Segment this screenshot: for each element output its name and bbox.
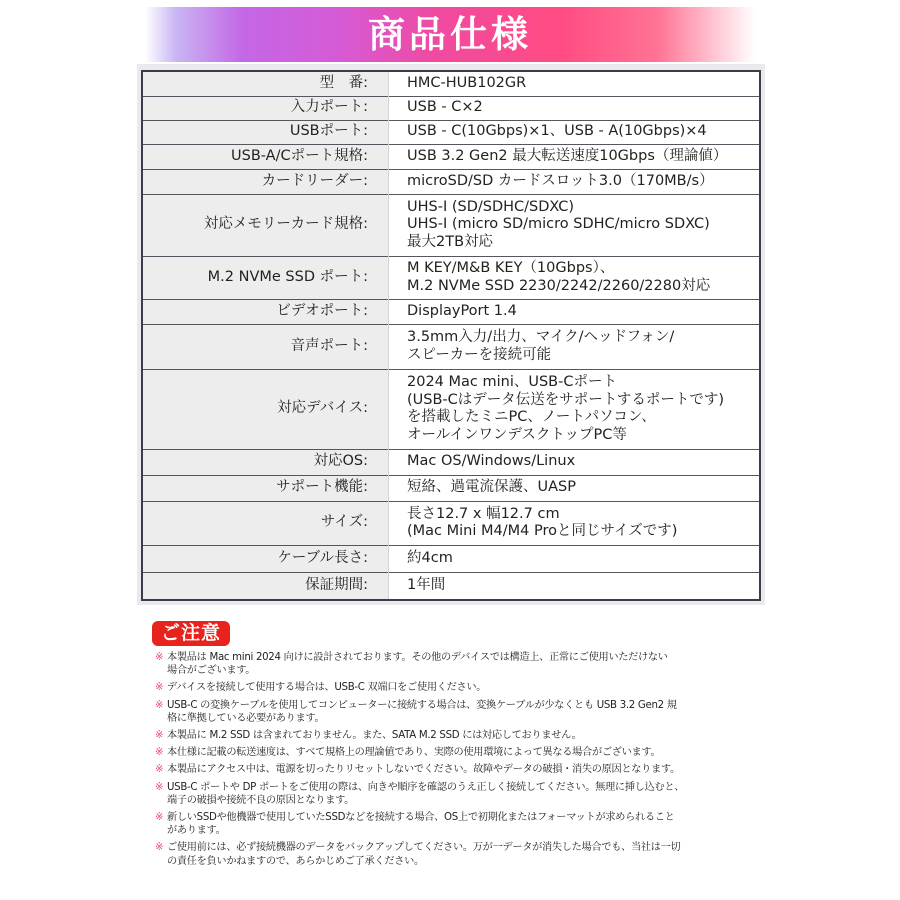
spec-row [142,194,760,256]
spec-label: ケーブル長さ: [142,545,389,572]
note-mark-icon: ※ [155,842,164,854]
spec-row [142,501,760,545]
spec-value [389,324,761,369]
note-item [155,746,755,759]
spec-value-line: (USB-Cはデータ伝送をサポートするポートです) [407,391,724,408]
spec-value [389,120,761,144]
spec-value-line: USB - C×2 [407,99,483,116]
note-mark-icon: ※ [155,652,164,663]
note-mark-icon: ※ [155,781,164,793]
spec-value [389,501,761,545]
spec-value [389,475,761,501]
spec-label: 対応メモリーカード規格: [142,194,389,256]
spec-table [141,70,761,601]
spec-label: 対応OS: [142,449,389,475]
spec-value-line: UHS-I (micro SD/micro SDHC/micro SDXC) [407,216,710,233]
spec-value-line: UHS-I (SD/SDHC/SDXC) [407,198,575,215]
note-mark-icon: ※ [155,730,164,742]
spec-value-line: M KEY/M&B KEY（10Gbps）、 [407,260,615,276]
note-item [155,699,755,725]
spec-value-line: 長さ12.7 x 幅12.7 cm [407,505,560,522]
note-item [155,811,755,837]
spec-value-line: USB - C(10Gbps)×1、USB - A(10Gbps)×4 [407,123,707,140]
spec-value-line: 約4cm [407,549,453,566]
spec-value [389,256,761,299]
spec-label: カードリーダー: [142,169,389,194]
note-item [155,781,755,807]
spec-value [389,169,761,194]
spec-label: M.2 NVMe SSD ポート: [142,256,389,299]
spec-value [389,545,761,572]
spec-row [142,475,760,501]
spec-value-line: DisplayPort 1.4 [407,302,517,319]
note-item [155,651,755,677]
banner-title: 商品仕様 [368,13,532,56]
spec-value-line: Mac OS/Windows/Linux [407,453,576,470]
note-mark-icon: ※ [155,812,164,824]
spec-label: 入力ポート: [142,96,389,120]
spec-value-line: 短絡、過電流保護、UASP [407,479,576,496]
spec-value-line: オールインワンデスクトップPC等 [407,426,627,443]
spec-row [142,169,760,194]
spec-value-line: (Mac Mini M4/M4 Proと同じサイズです) [407,523,678,539]
spec-label: サイズ: [142,501,389,545]
spec-value [389,299,761,324]
spec-value-line: 3.5mm入力/出力、マイク/ヘッドフォン/ [407,329,675,345]
note-text: 本製品に M.2 SSD は含まれておりません。また、SATA M.2 SSD には対応しておりません。 [167,730,582,742]
spec-value-line: USB 3.2 Gen2 最大転送速度10Gbps（理論値） [407,147,728,164]
note-text: 新しいSSDや他機器で使用していたSSDなどを接続する場合、OS上で初期化またはフォーマットが求められること があります。 [167,812,675,837]
spec-value-line: 2024 Mac mini、USB-Cポート [407,374,617,390]
spec-value [389,449,761,475]
spec-row [142,96,760,120]
spec-row [142,324,760,369]
spec-row [142,572,760,600]
note-item [155,681,755,694]
note-text: 本製品は Mac mini 2024 向けに設計されております。その他のデバイスでは構造上、正常にご使用いただけない 場合がございます。 [167,652,668,677]
spec-value [389,144,761,169]
spec-row [142,71,760,96]
spec-value-line: 1年間 [407,577,446,593]
spec-value-line: スピーカーを接続可能 [407,346,552,363]
spec-label: USBポート: [142,120,389,144]
note-text: 本仕様に記載の転送速度は、すべて規格上の理論値であり、実際の使用環境によって異なる場合がございます。 [167,747,661,759]
spec-value-line: HMC-HUB102GR [407,75,527,91]
spec-value-line: M.2 NVMe SSD 2230/2242/2260/2280対応 [407,277,711,294]
spec-value [389,96,761,120]
note-item [155,763,755,776]
notes-badge: ご注意 [152,621,230,646]
spec-value [389,194,761,256]
spec-row [142,256,760,299]
spec-label: 型 番: [142,71,389,96]
spec-row [142,120,760,144]
note-text: USB-C の変換ケーブルを使用してコンピューターに接続する場合は、変換ケーブルが少なくとも USB 3.2 Gen2 規 格に準拠している必要があります。 [167,699,677,724]
spec-row [142,299,760,324]
spec-label: 保証期間: [142,572,389,600]
note-item [155,841,755,867]
spec-value [389,572,761,600]
spec-label: 音声ポート: [142,324,389,369]
spec-row [142,369,760,449]
spec-banner [145,7,755,62]
note-text: ご使用前には、必ず接続機器のデータをバックアップしてください。万が一データが消失した場合でも、当社は一切 の責任を負いかねますので、あらかじめご了承ください。 [167,842,681,867]
note-mark-icon: ※ [155,682,164,694]
spec-label: USB-A/Cポート規格: [142,144,389,169]
note-text: USB-C ポートや DP ポートをご使用の際は、向きや順序を確認のうえ正しく接続してください。無理に挿し込むと、 端子の破損や接続不良の原因となります。 [167,781,685,806]
spec-value [389,71,761,96]
spec-label: ビデオポート: [142,299,389,324]
note-item [155,729,755,742]
note-mark-icon: ※ [155,699,164,711]
spec-row [142,545,760,572]
note-text: 本製品にアクセス中は、電源を切ったりリセットしないでください。故障やデータの破損・消失の原因となります。 [167,764,680,776]
spec-value-line: を搭載したミニPC、ノートパソコン、 [407,409,656,425]
spec-row [142,449,760,475]
spec-value [389,369,761,449]
notes-list [155,651,755,872]
spec-label: 対応デバイス: [142,369,389,449]
spec-value-line: microSD/SD カードスロット3.0（170MB/s） [407,172,714,189]
spec-value-line: 最大2TB対応 [407,233,494,250]
spec-label: サポート機能: [142,475,389,501]
note-mark-icon: ※ [155,747,164,759]
note-mark-icon: ※ [155,764,164,776]
note-text: デバイスを接続して使用する場合は、USB-C 双端口をご使用ください。 [167,682,487,694]
spec-row [142,144,760,169]
